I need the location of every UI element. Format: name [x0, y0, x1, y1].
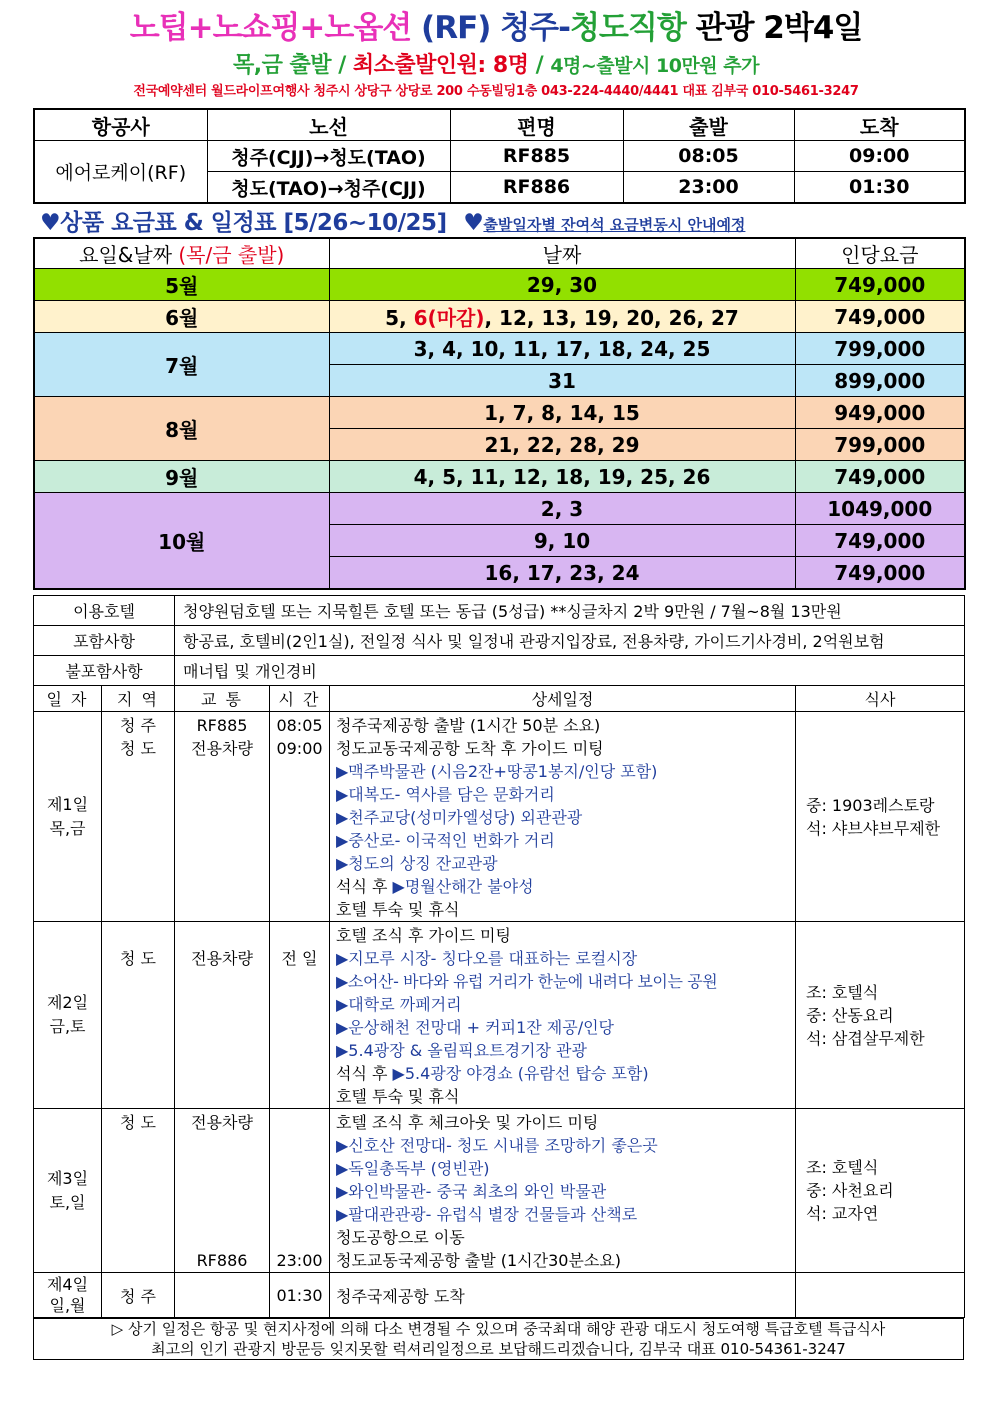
- seat-notice: 출발일자별 잔여석 요금변동시 안내예정: [483, 216, 746, 234]
- flight-departure: 08:05: [623, 141, 794, 172]
- title-no-tip: 노팁+노쇼핑+노옵션: [129, 10, 412, 46]
- transport-text: 전용차량: [191, 1113, 253, 1132]
- price-value: 1049,000: [795, 493, 965, 525]
- month-label: 7월: [34, 333, 329, 397]
- price-row: [34, 461, 965, 493]
- region: 청 주: [102, 1273, 175, 1318]
- heart-icon: ♥: [40, 210, 61, 236]
- region: [102, 922, 175, 1109]
- price-table: [33, 237, 966, 590]
- excluded-label: 불포함사항: [34, 656, 175, 686]
- included-label: 포함사항: [34, 626, 175, 656]
- itinerary-line: 호텔 투숙 및 휴식: [336, 900, 460, 919]
- price-row: [34, 269, 965, 301]
- flight-departure: 23:00: [623, 172, 794, 204]
- title-origin: 청주-: [500, 10, 570, 46]
- date-list: 2, 3: [329, 493, 795, 525]
- attraction-line: ▶대복도- 역사를 담은 문화거리: [336, 785, 555, 804]
- transport: [175, 712, 270, 922]
- flight-number: RF885: [450, 141, 623, 172]
- sched-header-region: 지 역: [102, 686, 175, 712]
- price-row: [34, 493, 965, 525]
- flight-route: 청도(TAO)→청주(CJJ): [207, 172, 450, 204]
- time: [270, 712, 330, 922]
- detail: [330, 922, 796, 1109]
- itinerary-line: 청주국제공항 출발 (1시간 50분 소요): [336, 716, 601, 735]
- excluded-value: 매너팁 및 개인경비: [175, 656, 965, 686]
- date-text: , 12, 13, 19, 20, 26, 27: [484, 306, 739, 330]
- day-header-text: 요일&날짜: [79, 243, 179, 267]
- price-value: 749,000: [795, 301, 965, 333]
- price-header-price: 인당요금: [795, 238, 965, 269]
- day-header-red: (목/금 출발): [178, 243, 285, 267]
- attraction-line: ▶신호산 전망대- 청도 시내를 조망하기 좋은곳: [336, 1136, 658, 1155]
- itinerary-line: 호텔 조식 후 체크아웃 및 가이드 미팅: [336, 1113, 599, 1132]
- transport-text: RF885: [196, 716, 248, 735]
- time: [270, 1109, 330, 1273]
- itinerary-line: 청도공항으로 이동: [336, 1228, 465, 1247]
- price-value: 749,000: [795, 525, 965, 557]
- price-value: 799,000: [795, 429, 965, 461]
- meals: [796, 922, 965, 1109]
- region: [102, 712, 175, 922]
- day-number: 제2일: [46, 993, 89, 1012]
- meal-text: 중: 1903레스토랑: [806, 795, 935, 815]
- flight-header-airline: 항공사: [34, 109, 207, 141]
- hotel-value: 청양원덤호텔 또는 지묵힐튼 호텔 또는 동급 (5성급) **싱글차지 2박 9만원 / 7월~8월 13만원: [175, 596, 965, 626]
- region-text: 청 도: [120, 1113, 156, 1132]
- meals: [796, 712, 965, 922]
- flight-header-flight: 편명: [450, 109, 623, 141]
- day-label: [34, 922, 102, 1109]
- day-row: [34, 1109, 965, 1273]
- flight-arrival: 01:30: [794, 172, 965, 204]
- date-list: 21, 22, 28, 29: [329, 429, 795, 461]
- min-participants: 최소출발인원: 8명: [352, 53, 529, 78]
- attraction-line: ▶맥주박물관 (시음2잔+땅콩1봉지/인당 포함): [336, 762, 658, 781]
- flight-header-arrival: 도착: [794, 109, 965, 141]
- itinerary-table: [33, 685, 965, 1318]
- day-weekdays: 일,월: [49, 1296, 86, 1315]
- sched-header-time: 시 간: [270, 686, 330, 712]
- day-row: [34, 1273, 965, 1318]
- price-row: [34, 397, 965, 429]
- day-row: [34, 922, 965, 1109]
- day-row: [34, 712, 965, 922]
- transport-text: 전용차량: [191, 739, 253, 758]
- day-label: [34, 712, 102, 922]
- sched-header-transport: 교 통: [175, 686, 270, 712]
- price-value: 899,000: [795, 365, 965, 397]
- date-list: 1, 7, 8, 14, 15: [329, 397, 795, 429]
- time: 01:30: [270, 1273, 330, 1318]
- itinerary-line: [336, 875, 795, 898]
- region: [102, 1109, 175, 1273]
- day-label: [34, 1109, 102, 1273]
- title-airline-code: (RF): [421, 10, 491, 46]
- month-label: 8월: [34, 397, 329, 461]
- dinner-text: 석식 후: [336, 1064, 393, 1083]
- transport-text: 전용차량: [191, 949, 253, 968]
- date-list: 3, 4, 10, 11, 17, 18, 24, 25: [329, 333, 795, 365]
- attraction-line: ▶운상해천 전망대 + 커피1잔 제공/인당: [336, 1018, 615, 1037]
- date-list: 16, 17, 23, 24: [329, 557, 795, 590]
- attraction-line: ▶천주교당(성미카엘성당) 외관관광: [336, 808, 583, 827]
- date-text: 5,: [385, 306, 414, 330]
- month-label: 10월: [34, 493, 329, 590]
- attraction-line: ▶팔대관관광- 유럽식 별장 건물들과 산책로: [336, 1205, 638, 1224]
- month-label: 9월: [34, 461, 329, 493]
- price-value: 749,000: [795, 269, 965, 301]
- agency-info: 전국예약센터 월드라이프여행사 청주시 상당구 상당로 200 수동빌딩1층 043-224-4440/4441 대표 김부국 010-5461-3247: [133, 84, 859, 99]
- date-list: 29, 30: [329, 269, 795, 301]
- itinerary-line: 호텔 투숙 및 휴식: [336, 1087, 460, 1106]
- attraction-line: ▶소어산- 바다와 유럽 거리가 한눈에 내려다 보이는 공원: [336, 972, 718, 991]
- closed-date: 6(마감): [413, 306, 485, 330]
- meals: [796, 1109, 965, 1273]
- flight-header-departure: 출발: [623, 109, 794, 141]
- day-weekdays: 토,일: [49, 1192, 86, 1212]
- detail: 청주국제공항 도착: [330, 1273, 796, 1318]
- attraction-line: ▶지모루 시장- 칭다오를 대표하는 로컬시장: [336, 949, 638, 968]
- itinerary-line: 청도교동국제공항 출발 (1시간30분소요): [336, 1251, 622, 1270]
- section-title: [40, 204, 970, 237]
- date-list: [329, 301, 795, 333]
- day-number: 제3일: [46, 1168, 89, 1188]
- region-text: 청 도: [120, 949, 156, 968]
- separator: /: [528, 53, 551, 78]
- price-value: 799,000: [795, 333, 965, 365]
- time: [270, 922, 330, 1109]
- day-label: [34, 1273, 102, 1318]
- price-value: 749,000: [795, 557, 965, 590]
- sched-header-detail: 상세일정: [330, 686, 796, 712]
- title-duration: 관광 2박4일: [695, 10, 863, 46]
- time-text: 09:00: [276, 739, 323, 758]
- month-label: 6월: [34, 301, 329, 333]
- surcharge-note: 4명~출발시 10만원 추가: [550, 55, 759, 77]
- day-weekdays: 목,금: [49, 818, 86, 838]
- flight-route: 청주(CJJ)→청도(TAO): [207, 141, 450, 172]
- detail: [330, 1109, 796, 1273]
- attraction-line: ▶와인박물관- 중국 최초의 와인 박물관: [336, 1182, 607, 1201]
- time-text: 23:00: [276, 1251, 323, 1270]
- sched-header-day: 일 자: [34, 686, 102, 712]
- attraction-line: ▶독일총독부 (영빈관): [336, 1159, 490, 1178]
- price-value: 749,000: [795, 461, 965, 493]
- flight-header-route: 노선: [207, 109, 450, 141]
- footer-note: [33, 1318, 964, 1360]
- footer-line: 최고의 인기 관광지 방문등 잊지못할 럭셔리일정으로 보답해드리겠습니다, 김부국 대표 010-54361-3247: [151, 1340, 846, 1358]
- transport-text: RF886: [196, 1251, 248, 1270]
- date-list: 31: [329, 365, 795, 397]
- separator: /: [331, 53, 353, 78]
- price-header-day: [34, 238, 329, 269]
- meal-text: 조: 호텔식: [806, 982, 879, 1002]
- region-text: 청 도: [120, 739, 156, 758]
- sched-header-meal: 식사: [796, 686, 965, 712]
- footer-line: ▷ 상기 일정은 항공 및 현지사정에 의해 다소 변경될 수 있으며 중국최대 해양 관광 대도시 청도여행 특급호텔 특급식사: [111, 1320, 886, 1338]
- day-number: 제4일: [46, 1275, 89, 1294]
- flight-table: [33, 108, 966, 204]
- transport: [175, 922, 270, 1109]
- included-value: 항공료, 호텔비(2인1실), 전일정 식사 및 일정내 관광지입장료, 전용차량, 가이드기사경비, 2억원보험: [175, 626, 965, 656]
- price-row: [34, 301, 965, 333]
- heart-icon: ♥: [463, 210, 484, 236]
- price-header-date: 날짜: [329, 238, 795, 269]
- day-number: 제1일: [46, 794, 89, 814]
- attraction-text: ▶명월산해간 불야성: [392, 877, 534, 896]
- attraction-line: ▶중산로- 이국적인 번화가 거리: [336, 831, 555, 850]
- price-value: 949,000: [795, 397, 965, 429]
- dinner-text: 석식 후: [336, 877, 393, 896]
- meal-text: 중: 산동요리: [806, 1005, 894, 1025]
- day-weekdays: 금,토: [49, 1017, 86, 1036]
- transport: [175, 1273, 270, 1318]
- time-text: 08:05: [276, 716, 323, 735]
- price-schedule-title: 상품 요금표 & 일정표 [5/26~10/25]: [60, 210, 447, 236]
- time-text: 전 일: [281, 949, 318, 968]
- title-direct: 청도직항: [569, 10, 686, 46]
- airline-name: 에어로케이(RF): [34, 141, 207, 204]
- itinerary-line: [336, 1062, 795, 1085]
- itinerary-line: 청도교동국제공항 도착 후 가이드 미팅: [336, 739, 604, 758]
- region-text: 청 주: [120, 716, 156, 735]
- detail: [330, 712, 796, 922]
- meal-text: 석: 삼겹살무제한: [806, 1028, 925, 1048]
- meals: [796, 1273, 965, 1318]
- page-title: [0, 2, 992, 47]
- month-label: 5월: [34, 269, 329, 301]
- transport: [175, 1109, 270, 1273]
- meal-text: 석: 교자연: [806, 1204, 879, 1223]
- itinerary-line: 호텔 조식 후 가이드 미팅: [336, 926, 511, 945]
- flight-number: RF886: [450, 172, 623, 204]
- hotel-label: 이용호텔: [34, 596, 175, 626]
- info-table: [33, 595, 965, 686]
- attraction-line: ▶5.4광장 & 올림픽요트경기장 관광: [336, 1041, 587, 1060]
- subtitle: [0, 48, 992, 79]
- meal-text: 중: 사천요리: [806, 1181, 894, 1200]
- meal-text: 석: 샤브샤브무제한: [806, 818, 941, 838]
- date-list: 9, 10: [329, 525, 795, 557]
- attraction-text: ▶5.4광장 야경쇼 (유람선 탑승 포함): [392, 1064, 649, 1083]
- price-row: [34, 333, 965, 365]
- departure-days: 목,금 출발: [233, 53, 332, 78]
- attraction-line: ▶대학로 까페거리: [336, 995, 462, 1014]
- flight-arrival: 09:00: [794, 141, 965, 172]
- date-list: 4, 5, 11, 12, 18, 19, 25, 26: [329, 461, 795, 493]
- meal-text: 조: 호텔식: [806, 1158, 879, 1177]
- attraction-line: ▶청도의 상징 잔교관광: [336, 854, 498, 873]
